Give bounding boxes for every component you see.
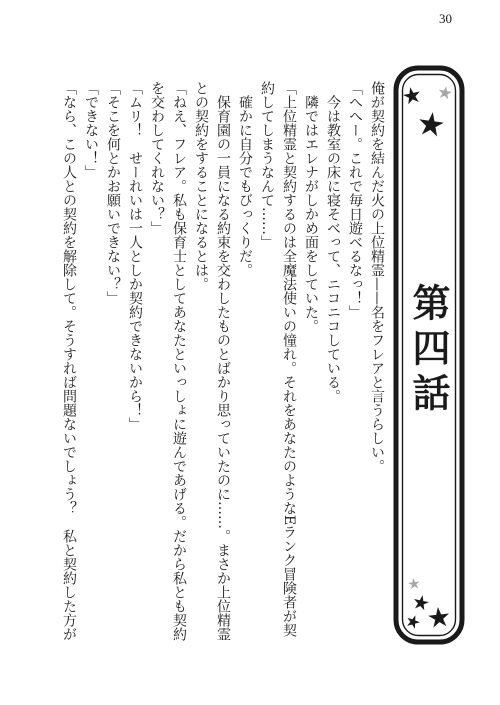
text-line: 「そこを何とかお願いできない？」 xyxy=(105,81,121,305)
text-line: 確かに自分でもびっくりだ。 xyxy=(237,81,253,277)
text-line: 「できない！」 xyxy=(83,81,99,179)
text-line: との契約をすることになるとは。 xyxy=(193,81,209,291)
text-line: 「なら、この人との契約を解除して。そうすれば問題ないでしょう？ 私と契約した方が xyxy=(61,81,77,641)
text-line: 約してしまうなんて……」 xyxy=(259,81,275,249)
chapter-title: 第四話 xyxy=(406,283,450,418)
text-line: 「ムリ！ せーれいは一人としか契約できないから！」 xyxy=(127,81,143,431)
body-text xyxy=(58,81,388,653)
text-line: 今は教室の床に寝そべって、ニコニコしている。 xyxy=(325,81,341,403)
text-line: 俺が契約を結んだ火の上位精霊——名をフレアと言うらしい。 xyxy=(369,81,385,473)
text-line: 隣ではエレナがしかめ面をしていた。 xyxy=(303,81,319,333)
text-line: 「へへー。これで毎日遊べるなっ！」 xyxy=(347,81,363,319)
text-line: 「ねえ、フレア。私も保育士としてあなたといっしょに遊んであげる。だから私とも契約 xyxy=(171,81,187,641)
text-line: を交わしてくれない？」 xyxy=(149,81,165,235)
text-line: 保育園の一員になる約束を交わしたものとばかり思っていたのに……。まさか上位精霊 xyxy=(215,81,231,641)
text-line: 「上位精霊と契約するのは全魔法使いの憧れ。それをあなたのようなEランク冒険者が契 xyxy=(281,81,297,638)
page-number: 30 xyxy=(439,11,452,26)
